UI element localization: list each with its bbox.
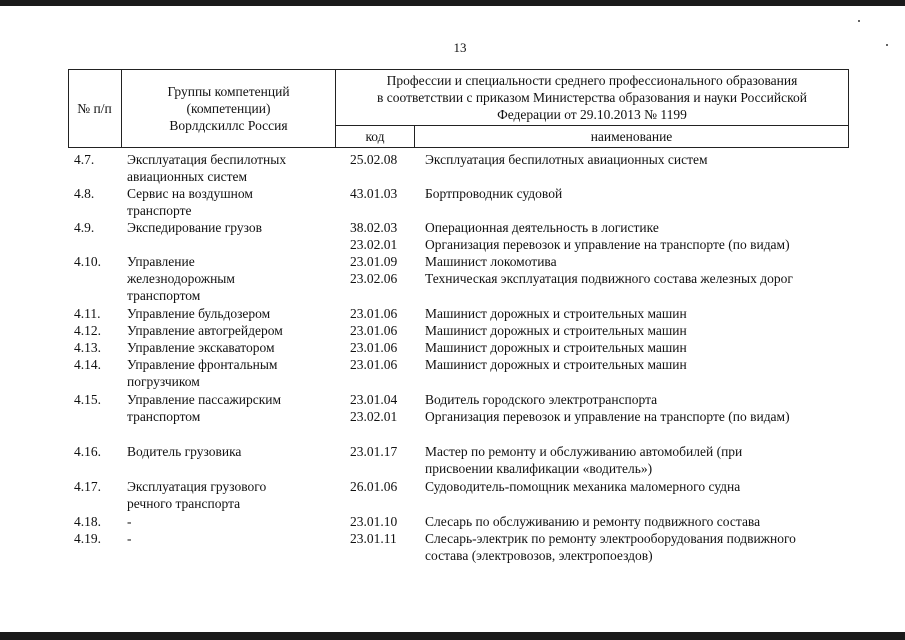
row-number: 4.18. bbox=[74, 514, 101, 529]
profession-names bbox=[425, 443, 855, 477]
profession-names bbox=[425, 530, 855, 564]
profession-codes bbox=[350, 513, 420, 530]
competency-group bbox=[127, 513, 337, 530]
competency-group bbox=[127, 322, 337, 339]
profession-code: 23.02.01 bbox=[350, 409, 398, 424]
competency-group-line: Управление пассажирским bbox=[127, 392, 282, 407]
profession-name: Техническая эксплуатация подвижного состава железных дорог bbox=[425, 271, 793, 286]
competency-group bbox=[127, 219, 337, 236]
competency-group-line: транспортом bbox=[127, 409, 201, 424]
profession-code: 38.02.03 bbox=[350, 220, 398, 235]
profession-code: 23.01.09 bbox=[350, 254, 398, 269]
header-col-group-line: (компетенции) bbox=[186, 101, 271, 116]
competency-group-line: Эксплуатация беспилотных bbox=[127, 152, 287, 167]
competency-group bbox=[127, 305, 337, 322]
row-number: 4.14. bbox=[74, 357, 101, 372]
profession-name: Машинист дорожных и строительных машин bbox=[425, 357, 687, 372]
profession-codes bbox=[350, 151, 420, 168]
scan-speck bbox=[858, 20, 860, 22]
profession-name: Судоводитель-помощник механика маломерного судна bbox=[425, 479, 741, 494]
row-number: 4.15. bbox=[74, 392, 101, 407]
row-number: 4.17. bbox=[74, 479, 101, 494]
profession-names bbox=[425, 478, 855, 495]
profession-code: 23.02.01 bbox=[350, 237, 398, 252]
profession-name: Эксплуатация беспилотных авиационных систем bbox=[425, 152, 708, 167]
profession-name: Машинист дорожных и строительных машин bbox=[425, 323, 687, 338]
competency-group-line: транспорте bbox=[127, 203, 192, 218]
competency-group-line: Управление фронтальным bbox=[127, 357, 278, 372]
profession-name: присвоении квалификации «водитель») bbox=[425, 461, 653, 476]
competency-group bbox=[127, 478, 337, 512]
profession-code: 23.01.06 bbox=[350, 357, 398, 372]
competency-group-line: - bbox=[127, 514, 132, 529]
header-col-group-line: Ворлдскиллс Россия bbox=[169, 118, 288, 133]
scan-speck bbox=[886, 44, 888, 46]
profession-name: Слесарь-электрик по ремонту электрооборудования подвижного bbox=[425, 531, 796, 546]
scan-bottom-border bbox=[0, 632, 905, 640]
scan-top-border bbox=[0, 0, 905, 6]
competency-group-line: Управление экскаватором bbox=[127, 340, 275, 355]
table-header bbox=[68, 69, 849, 148]
profession-names bbox=[425, 339, 855, 356]
profession-names bbox=[425, 185, 855, 202]
profession-name: Машинист дорожных и строительных машин bbox=[425, 340, 687, 355]
profession-names bbox=[425, 253, 855, 287]
competency-group-line: транспортом bbox=[127, 288, 201, 303]
profession-code: 23.01.06 bbox=[350, 340, 398, 355]
row-number: 4.19. bbox=[74, 531, 101, 546]
row-number: 4.13. bbox=[74, 340, 101, 355]
profession-name: Слесарь по обслуживанию и ремонту подвижного состава bbox=[425, 514, 761, 529]
row-number: 4.7. bbox=[74, 152, 95, 167]
row-number: 4.10. bbox=[74, 254, 101, 269]
profession-name: Бортпроводник судовой bbox=[425, 186, 563, 201]
competency-group-line: речного транспорта bbox=[127, 496, 241, 511]
profession-names bbox=[425, 151, 855, 168]
competency-group-line: Управление бульдозером bbox=[127, 306, 271, 321]
competency-group bbox=[127, 185, 337, 219]
competency-group bbox=[127, 253, 337, 304]
header-col-code: код bbox=[365, 129, 385, 144]
header-col-group-line: Группы компетенций bbox=[167, 84, 290, 99]
profession-code: 23.01.10 bbox=[350, 514, 398, 529]
profession-name: Мастер по ремонту и обслуживанию автомобилей (при bbox=[425, 444, 743, 459]
profession-code: 26.01.06 bbox=[350, 479, 398, 494]
profession-name: Операционная деятельность в логистике bbox=[425, 220, 659, 235]
row-number: 4.12. bbox=[74, 323, 101, 338]
competency-group bbox=[127, 530, 337, 547]
profession-names bbox=[425, 391, 855, 425]
profession-codes bbox=[350, 478, 420, 495]
competency-group-line: Эксплуатация грузового bbox=[127, 479, 267, 494]
competency-group-line: Управление автогрейдером bbox=[127, 323, 283, 338]
profession-names bbox=[425, 305, 855, 322]
competency-group-line: Сервис на воздушном bbox=[127, 186, 253, 201]
competency-group-line: авиационных систем bbox=[127, 169, 248, 184]
competency-group-line: Экспедирование грузов bbox=[127, 220, 262, 235]
competency-group-line: Управление bbox=[127, 254, 195, 269]
header-col-num: № п/п bbox=[77, 101, 112, 116]
competency-group-line: железнодорожным bbox=[127, 271, 235, 286]
header-col-profession-line: Федерации от 29.10.2013 № 1199 bbox=[497, 106, 687, 122]
profession-code: 23.01.06 bbox=[350, 323, 398, 338]
profession-codes bbox=[350, 305, 420, 322]
profession-name: состава (электровозов, электропоездов) bbox=[425, 548, 653, 563]
header-border-right bbox=[848, 69, 849, 148]
profession-codes bbox=[350, 253, 420, 287]
profession-codes bbox=[350, 322, 420, 339]
competency-group bbox=[127, 151, 337, 185]
profession-code: 23.01.04 bbox=[350, 392, 398, 407]
competency-group bbox=[127, 356, 337, 390]
competency-group-line: - bbox=[127, 531, 132, 546]
profession-name: Водитель городского электротранспорта bbox=[425, 392, 658, 407]
profession-name: Машинист дорожных и строительных машин bbox=[425, 306, 687, 321]
profession-codes bbox=[350, 185, 420, 202]
header-col-profession-line: в соответствии с приказом Министерства образования и науки Российской bbox=[377, 89, 807, 105]
profession-code: 23.02.06 bbox=[350, 271, 398, 286]
profession-codes bbox=[350, 339, 420, 356]
row-number: 4.11. bbox=[74, 306, 101, 321]
competency-group-line: погрузчиком bbox=[127, 374, 200, 389]
row-number: 4.16. bbox=[74, 444, 101, 459]
page-number: 13 bbox=[453, 40, 467, 55]
profession-names bbox=[425, 356, 855, 373]
profession-code: 43.01.03 bbox=[350, 186, 398, 201]
profession-codes bbox=[350, 219, 420, 253]
header-col-name: наименование bbox=[590, 129, 673, 144]
profession-name: Машинист локомотива bbox=[425, 254, 557, 269]
profession-names bbox=[425, 322, 855, 339]
competency-group bbox=[127, 391, 337, 425]
row-number: 4.9. bbox=[74, 220, 95, 235]
competency-group bbox=[127, 339, 337, 356]
row-number: 4.8. bbox=[74, 186, 95, 201]
profession-code: 23.01.11 bbox=[350, 531, 397, 546]
profession-name: Организация перевозок и управление на транспорте (по видам) bbox=[425, 237, 790, 252]
header-col-group bbox=[122, 69, 335, 148]
competency-group bbox=[127, 443, 337, 460]
profession-name: Организация перевозок и управление на транспорте (по видам) bbox=[425, 409, 790, 424]
profession-codes bbox=[350, 356, 420, 373]
profession-codes bbox=[350, 530, 420, 547]
profession-codes bbox=[350, 443, 420, 460]
header-col-profession bbox=[336, 69, 848, 125]
competency-group-line: Водитель грузовика bbox=[127, 444, 242, 459]
profession-names bbox=[425, 513, 855, 530]
header-col-profession-line: Профессии и специальности среднего профессионального образования bbox=[386, 72, 798, 88]
profession-code: 25.02.08 bbox=[350, 152, 398, 167]
profession-code: 23.01.06 bbox=[350, 306, 398, 321]
profession-code: 23.01.17 bbox=[350, 444, 398, 459]
profession-codes bbox=[350, 391, 420, 425]
profession-names bbox=[425, 219, 855, 253]
